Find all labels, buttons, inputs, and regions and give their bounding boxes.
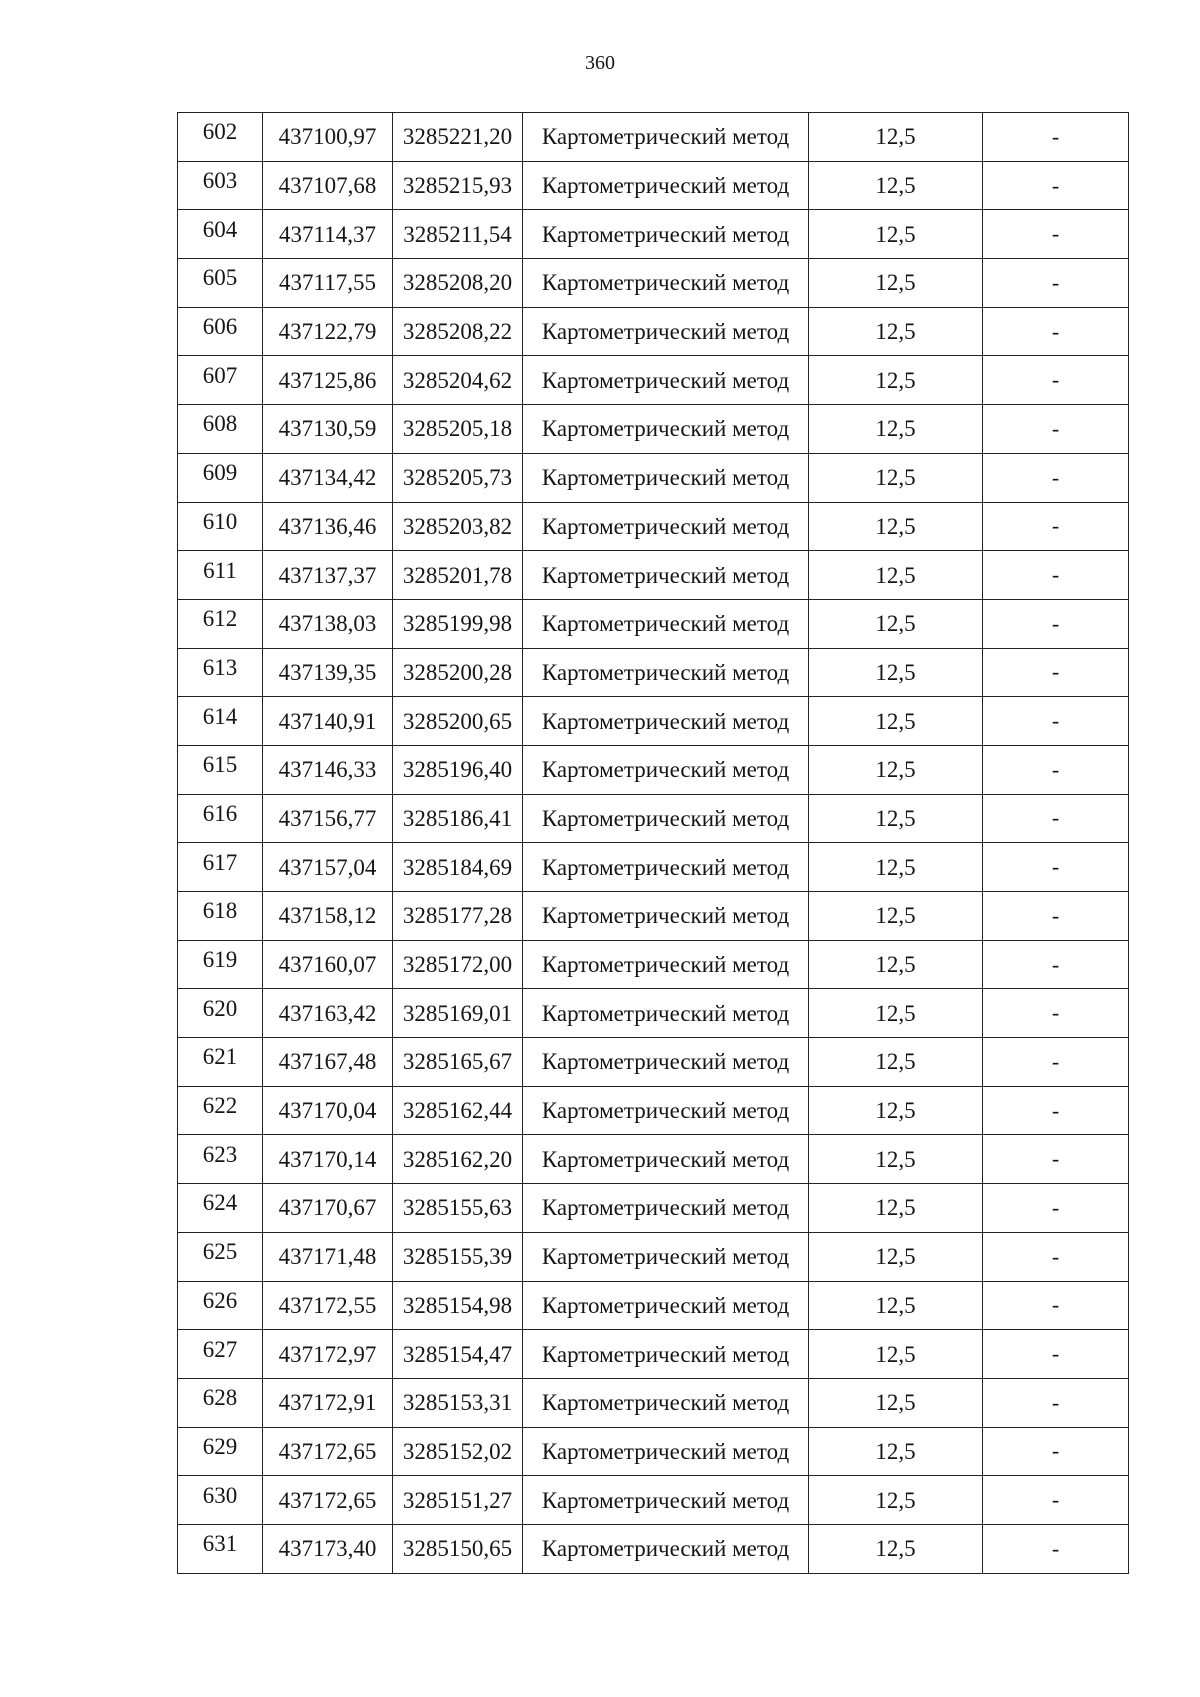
table-row <box>178 843 1129 892</box>
table-row <box>178 599 1129 648</box>
precision-cell: 12,5 <box>809 405 983 454</box>
point-number-cell: 605 <box>178 259 263 308</box>
precision-cell: 12,5 <box>809 1476 983 1525</box>
x-coordinate-cell: 437139,35 <box>263 648 393 697</box>
point-number-cell: 602 <box>178 113 263 162</box>
method-cell: Картометрический метод <box>523 1524 809 1573</box>
precision-cell: 12,5 <box>809 1427 983 1476</box>
method-cell: Картометрический метод <box>523 113 809 162</box>
point-number-cell: 622 <box>178 1086 263 1135</box>
point-number-cell: 616 <box>178 794 263 843</box>
x-coordinate-cell: 437172,55 <box>263 1281 393 1330</box>
table-row <box>178 1330 1129 1379</box>
point-number-cell: 617 <box>178 843 263 892</box>
precision-cell: 12,5 <box>809 113 983 162</box>
note-cell: - <box>983 1524 1129 1573</box>
y-coordinate-cell: 3285150,65 <box>393 1524 523 1573</box>
x-coordinate-cell: 437167,48 <box>263 1038 393 1087</box>
method-cell: Картометрический метод <box>523 794 809 843</box>
method-cell: Картометрический метод <box>523 259 809 308</box>
method-cell: Картометрический метод <box>523 551 809 600</box>
y-coordinate-cell: 3285169,01 <box>393 989 523 1038</box>
x-coordinate-cell: 437117,55 <box>263 259 393 308</box>
precision-cell: 12,5 <box>809 307 983 356</box>
x-coordinate-cell: 437172,65 <box>263 1427 393 1476</box>
point-number-cell: 621 <box>178 1038 263 1087</box>
note-cell: - <box>983 1232 1129 1281</box>
note-cell: - <box>983 697 1129 746</box>
point-number-cell: 607 <box>178 356 263 405</box>
method-cell: Картометрический метод <box>523 892 809 941</box>
y-coordinate-cell: 3285162,20 <box>393 1135 523 1184</box>
method-cell: Картометрический метод <box>523 1086 809 1135</box>
precision-cell: 12,5 <box>809 794 983 843</box>
point-number-cell: 625 <box>178 1232 263 1281</box>
note-cell: - <box>983 1135 1129 1184</box>
precision-cell: 12,5 <box>809 502 983 551</box>
point-number-cell: 620 <box>178 989 263 1038</box>
table-row <box>178 1524 1129 1573</box>
precision-cell: 12,5 <box>809 599 983 648</box>
x-coordinate-cell: 437172,65 <box>263 1476 393 1525</box>
note-cell: - <box>983 1330 1129 1379</box>
y-coordinate-cell: 3285200,28 <box>393 648 523 697</box>
x-coordinate-cell: 437157,04 <box>263 843 393 892</box>
precision-cell: 12,5 <box>809 989 983 1038</box>
x-coordinate-cell: 437173,40 <box>263 1524 393 1573</box>
precision-cell: 12,5 <box>809 161 983 210</box>
note-cell: - <box>983 648 1129 697</box>
point-number-cell: 606 <box>178 307 263 356</box>
x-coordinate-cell: 437138,03 <box>263 599 393 648</box>
method-cell: Картометрический метод <box>523 356 809 405</box>
method-cell: Картометрический метод <box>523 1232 809 1281</box>
x-coordinate-cell: 437160,07 <box>263 940 393 989</box>
method-cell: Картометрический метод <box>523 1135 809 1184</box>
method-cell: Картометрический метод <box>523 1038 809 1087</box>
y-coordinate-cell: 3285208,22 <box>393 307 523 356</box>
precision-cell: 12,5 <box>809 1086 983 1135</box>
method-cell: Картометрический метод <box>523 1427 809 1476</box>
method-cell: Картометрический метод <box>523 697 809 746</box>
table-row <box>178 989 1129 1038</box>
point-number-cell: 613 <box>178 648 263 697</box>
y-coordinate-cell: 3285204,62 <box>393 356 523 405</box>
precision-cell: 12,5 <box>809 648 983 697</box>
table-row <box>178 1378 1129 1427</box>
y-coordinate-cell: 3285215,93 <box>393 161 523 210</box>
y-coordinate-cell: 3285155,39 <box>393 1232 523 1281</box>
table-row <box>178 1427 1129 1476</box>
y-coordinate-cell: 3285152,02 <box>393 1427 523 1476</box>
note-cell: - <box>983 940 1129 989</box>
table-row <box>178 648 1129 697</box>
precision-cell: 12,5 <box>809 892 983 941</box>
table-row <box>178 1038 1129 1087</box>
method-cell: Картометрический метод <box>523 405 809 454</box>
note-cell: - <box>983 259 1129 308</box>
coordinates-table <box>177 112 1129 1574</box>
x-coordinate-cell: 437107,68 <box>263 161 393 210</box>
table-row <box>178 259 1129 308</box>
note-cell: - <box>983 113 1129 162</box>
x-coordinate-cell: 437134,42 <box>263 453 393 502</box>
note-cell: - <box>983 1378 1129 1427</box>
note-cell: - <box>983 599 1129 648</box>
x-coordinate-cell: 437130,59 <box>263 405 393 454</box>
method-cell: Картометрический метод <box>523 745 809 794</box>
table-row <box>178 551 1129 600</box>
table-row <box>178 1281 1129 1330</box>
x-coordinate-cell: 437146,33 <box>263 745 393 794</box>
table-row <box>178 1135 1129 1184</box>
precision-cell: 12,5 <box>809 1232 983 1281</box>
point-number-cell: 626 <box>178 1281 263 1330</box>
table-row <box>178 1086 1129 1135</box>
note-cell: - <box>983 1184 1129 1233</box>
table-row <box>178 794 1129 843</box>
table-row <box>178 307 1129 356</box>
table-row <box>178 356 1129 405</box>
x-coordinate-cell: 437125,86 <box>263 356 393 405</box>
page-number: 360 <box>585 52 615 74</box>
x-coordinate-cell: 437140,91 <box>263 697 393 746</box>
method-cell: Картометрический метод <box>523 502 809 551</box>
method-cell: Картометрический метод <box>523 1281 809 1330</box>
precision-cell: 12,5 <box>809 1378 983 1427</box>
table-row <box>178 1232 1129 1281</box>
precision-cell: 12,5 <box>809 1038 983 1087</box>
point-number-cell: 624 <box>178 1184 263 1233</box>
precision-cell: 12,5 <box>809 356 983 405</box>
precision-cell: 12,5 <box>809 940 983 989</box>
y-coordinate-cell: 3285177,28 <box>393 892 523 941</box>
x-coordinate-cell: 437172,97 <box>263 1330 393 1379</box>
note-cell: - <box>983 745 1129 794</box>
y-coordinate-cell: 3285203,82 <box>393 502 523 551</box>
y-coordinate-cell: 3285184,69 <box>393 843 523 892</box>
precision-cell: 12,5 <box>809 1184 983 1233</box>
x-coordinate-cell: 437158,12 <box>263 892 393 941</box>
point-number-cell: 619 <box>178 940 263 989</box>
note-cell: - <box>983 356 1129 405</box>
y-coordinate-cell: 3285205,18 <box>393 405 523 454</box>
y-coordinate-cell: 3285165,67 <box>393 1038 523 1087</box>
x-coordinate-cell: 437114,37 <box>263 210 393 259</box>
precision-cell: 12,5 <box>809 745 983 794</box>
method-cell: Картометрический метод <box>523 648 809 697</box>
point-number-cell: 614 <box>178 697 263 746</box>
method-cell: Картометрический метод <box>523 1330 809 1379</box>
y-coordinate-cell: 3285154,98 <box>393 1281 523 1330</box>
y-coordinate-cell: 3285186,41 <box>393 794 523 843</box>
precision-cell: 12,5 <box>809 697 983 746</box>
precision-cell: 12,5 <box>809 1135 983 1184</box>
x-coordinate-cell: 437122,79 <box>263 307 393 356</box>
point-number-cell: 609 <box>178 453 263 502</box>
y-coordinate-cell: 3285208,20 <box>393 259 523 308</box>
x-coordinate-cell: 437136,46 <box>263 502 393 551</box>
note-cell: - <box>983 1427 1129 1476</box>
precision-cell: 12,5 <box>809 259 983 308</box>
x-coordinate-cell: 437156,77 <box>263 794 393 843</box>
point-number-cell: 631 <box>178 1524 263 1573</box>
note-cell: - <box>983 1281 1129 1330</box>
x-coordinate-cell: 437171,48 <box>263 1232 393 1281</box>
note-cell: - <box>983 989 1129 1038</box>
x-coordinate-cell: 437170,67 <box>263 1184 393 1233</box>
table-row <box>178 892 1129 941</box>
note-cell: - <box>983 161 1129 210</box>
y-coordinate-cell: 3285205,73 <box>393 453 523 502</box>
precision-cell: 12,5 <box>809 551 983 600</box>
table-row <box>178 453 1129 502</box>
y-coordinate-cell: 3285196,40 <box>393 745 523 794</box>
note-cell: - <box>983 1476 1129 1525</box>
x-coordinate-cell: 437170,04 <box>263 1086 393 1135</box>
precision-cell: 12,5 <box>809 843 983 892</box>
table-row <box>178 1184 1129 1233</box>
x-coordinate-cell: 437170,14 <box>263 1135 393 1184</box>
method-cell: Картометрический метод <box>523 453 809 502</box>
method-cell: Картометрический метод <box>523 1184 809 1233</box>
note-cell: - <box>983 307 1129 356</box>
note-cell: - <box>983 794 1129 843</box>
point-number-cell: 603 <box>178 161 263 210</box>
point-number-cell: 627 <box>178 1330 263 1379</box>
y-coordinate-cell: 3285200,65 <box>393 697 523 746</box>
y-coordinate-cell: 3285162,44 <box>393 1086 523 1135</box>
note-cell: - <box>983 892 1129 941</box>
note-cell: - <box>983 405 1129 454</box>
y-coordinate-cell: 3285153,31 <box>393 1378 523 1427</box>
method-cell: Картометрический метод <box>523 210 809 259</box>
method-cell: Картометрический метод <box>523 161 809 210</box>
method-cell: Картометрический метод <box>523 1378 809 1427</box>
precision-cell: 12,5 <box>809 210 983 259</box>
table-row <box>178 1476 1129 1525</box>
table-row <box>178 502 1129 551</box>
method-cell: Картометрический метод <box>523 940 809 989</box>
method-cell: Картометрический метод <box>523 599 809 648</box>
x-coordinate-cell: 437172,91 <box>263 1378 393 1427</box>
table-row <box>178 697 1129 746</box>
y-coordinate-cell: 3285172,00 <box>393 940 523 989</box>
y-coordinate-cell: 3285155,63 <box>393 1184 523 1233</box>
point-number-cell: 604 <box>178 210 263 259</box>
point-number-cell: 615 <box>178 745 263 794</box>
method-cell: Картометрический метод <box>523 843 809 892</box>
point-number-cell: 618 <box>178 892 263 941</box>
table-row <box>178 113 1129 162</box>
method-cell: Картометрический метод <box>523 307 809 356</box>
note-cell: - <box>983 551 1129 600</box>
y-coordinate-cell: 3285199,98 <box>393 599 523 648</box>
precision-cell: 12,5 <box>809 453 983 502</box>
coordinates-table-body <box>178 113 1129 1574</box>
x-coordinate-cell: 437163,42 <box>263 989 393 1038</box>
precision-cell: 12,5 <box>809 1281 983 1330</box>
y-coordinate-cell: 3285151,27 <box>393 1476 523 1525</box>
note-cell: - <box>983 210 1129 259</box>
precision-cell: 12,5 <box>809 1524 983 1573</box>
method-cell: Картометрический метод <box>523 989 809 1038</box>
note-cell: - <box>983 1038 1129 1087</box>
table-row <box>178 745 1129 794</box>
table-row <box>178 161 1129 210</box>
x-coordinate-cell: 437137,37 <box>263 551 393 600</box>
x-coordinate-cell: 437100,97 <box>263 113 393 162</box>
table-row <box>178 405 1129 454</box>
point-number-cell: 612 <box>178 599 263 648</box>
note-cell: - <box>983 843 1129 892</box>
y-coordinate-cell: 3285154,47 <box>393 1330 523 1379</box>
point-number-cell: 608 <box>178 405 263 454</box>
point-number-cell: 610 <box>178 502 263 551</box>
method-cell: Картометрический метод <box>523 1476 809 1525</box>
note-cell: - <box>983 453 1129 502</box>
table-row <box>178 940 1129 989</box>
point-number-cell: 611 <box>178 551 263 600</box>
point-number-cell: 629 <box>178 1427 263 1476</box>
point-number-cell: 628 <box>178 1378 263 1427</box>
precision-cell: 12,5 <box>809 1330 983 1379</box>
note-cell: - <box>983 1086 1129 1135</box>
y-coordinate-cell: 3285211,54 <box>393 210 523 259</box>
point-number-cell: 630 <box>178 1476 263 1525</box>
point-number-cell: 623 <box>178 1135 263 1184</box>
y-coordinate-cell: 3285221,20 <box>393 113 523 162</box>
table-row <box>178 210 1129 259</box>
note-cell: - <box>983 502 1129 551</box>
y-coordinate-cell: 3285201,78 <box>393 551 523 600</box>
